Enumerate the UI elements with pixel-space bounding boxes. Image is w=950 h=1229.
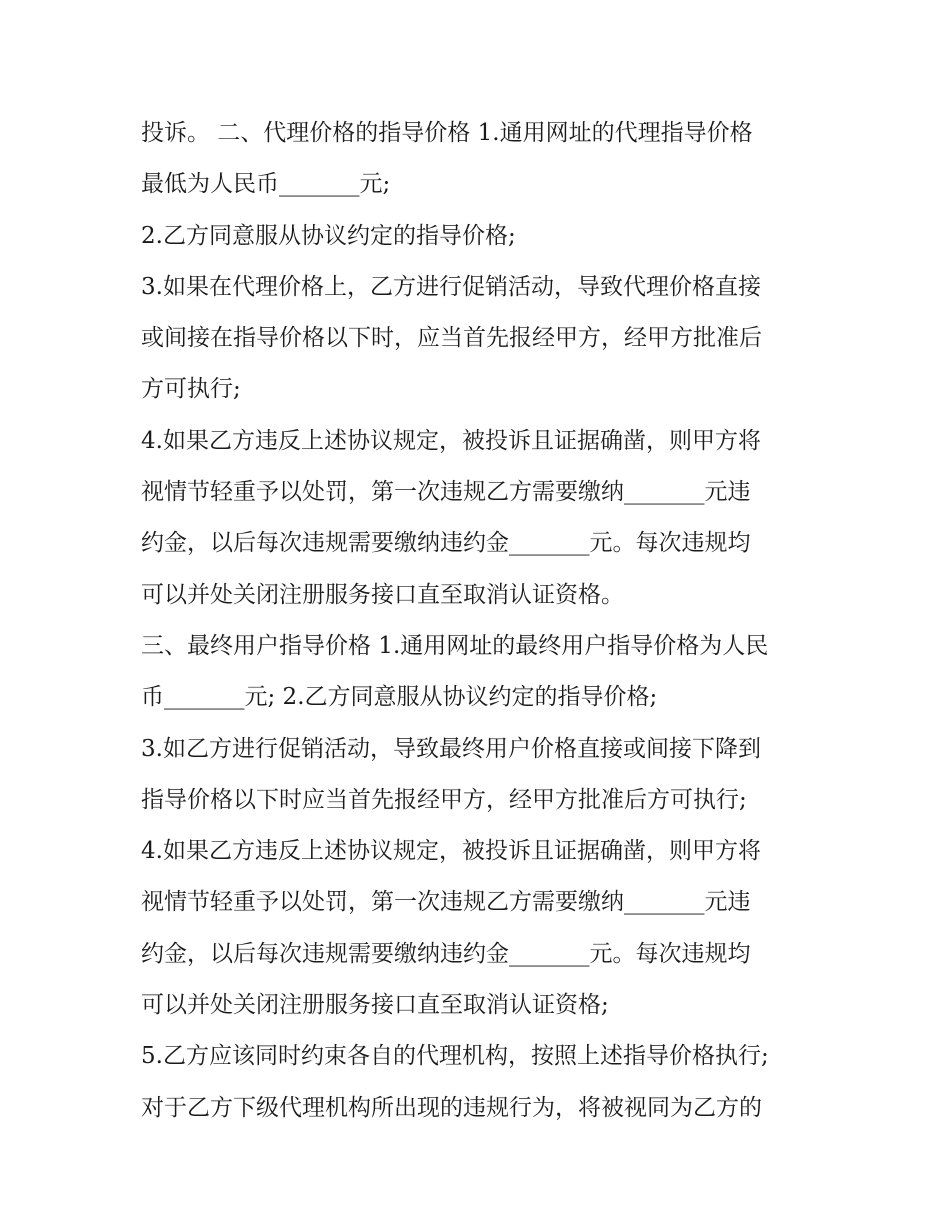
text-line: 方可执行; [141,376,241,403]
text-line: 视情节轻重予以处罚，第一次违规乙方需要缴纳_______元违 [141,889,751,916]
text-line: 可以并处关闭注册服务接口直至取消认证资格。 [141,581,624,608]
text-line: 3.如乙方进行促销活动，导致最终用户价格直接或间接下降到 [141,735,761,762]
document-body [141,108,831,1134]
text-line: 投诉。 二、代理价格的指导价格 1.通用网址的代理指导价格 [141,120,753,146]
text-line: 指导价格以下时应当首先报经甲方，经甲方批准后方可执行; [141,786,747,813]
text-line: 4.如果乙方违反上述协议规定，被投诉且证据确凿，则甲方将 [141,838,761,865]
text-line: 最低为人民币_______元; [141,171,391,198]
text-line: 可以并处关闭注册服务接口直至取消认证资格; [141,992,609,1019]
text-line: 4.如果乙方违反上述协议规定，被投诉且证据确凿，则甲方将 [141,427,761,454]
text-line: 约金，以后每次违规需要缴纳违约金_______元。每次违规均 [141,530,751,557]
text-line: 视情节轻重予以处罚，第一次违规乙方需要缴纳_______元违 [141,479,751,506]
text-line: 币_______元; 2.乙方同意服从协议约定的指导价格; [141,684,658,711]
text-line: 或间接在指导价格以下时，应当首先报经甲方，经甲方批准后 [141,325,762,352]
text-line: 5.乙方应该同时约束各自的代理机构，按照上述指导价格执行; [141,1043,769,1070]
text-line: 三、最终用户指导价格 1.通用网址的最终用户指导价格为人民 [141,632,769,659]
text-line: 约金，以后每次违规需要缴纳违约金_______元。每次违规均 [141,940,751,967]
text-line: 对于乙方下级代理机构所出现的违规行为，将被视同为乙方的 [141,1094,762,1121]
text-line: 3.如果在代理价格上，乙方进行促销活动，导致代理价格直接 [141,273,761,300]
text-line: 2.乙方同意服从协议约定的指导价格; [141,222,516,249]
